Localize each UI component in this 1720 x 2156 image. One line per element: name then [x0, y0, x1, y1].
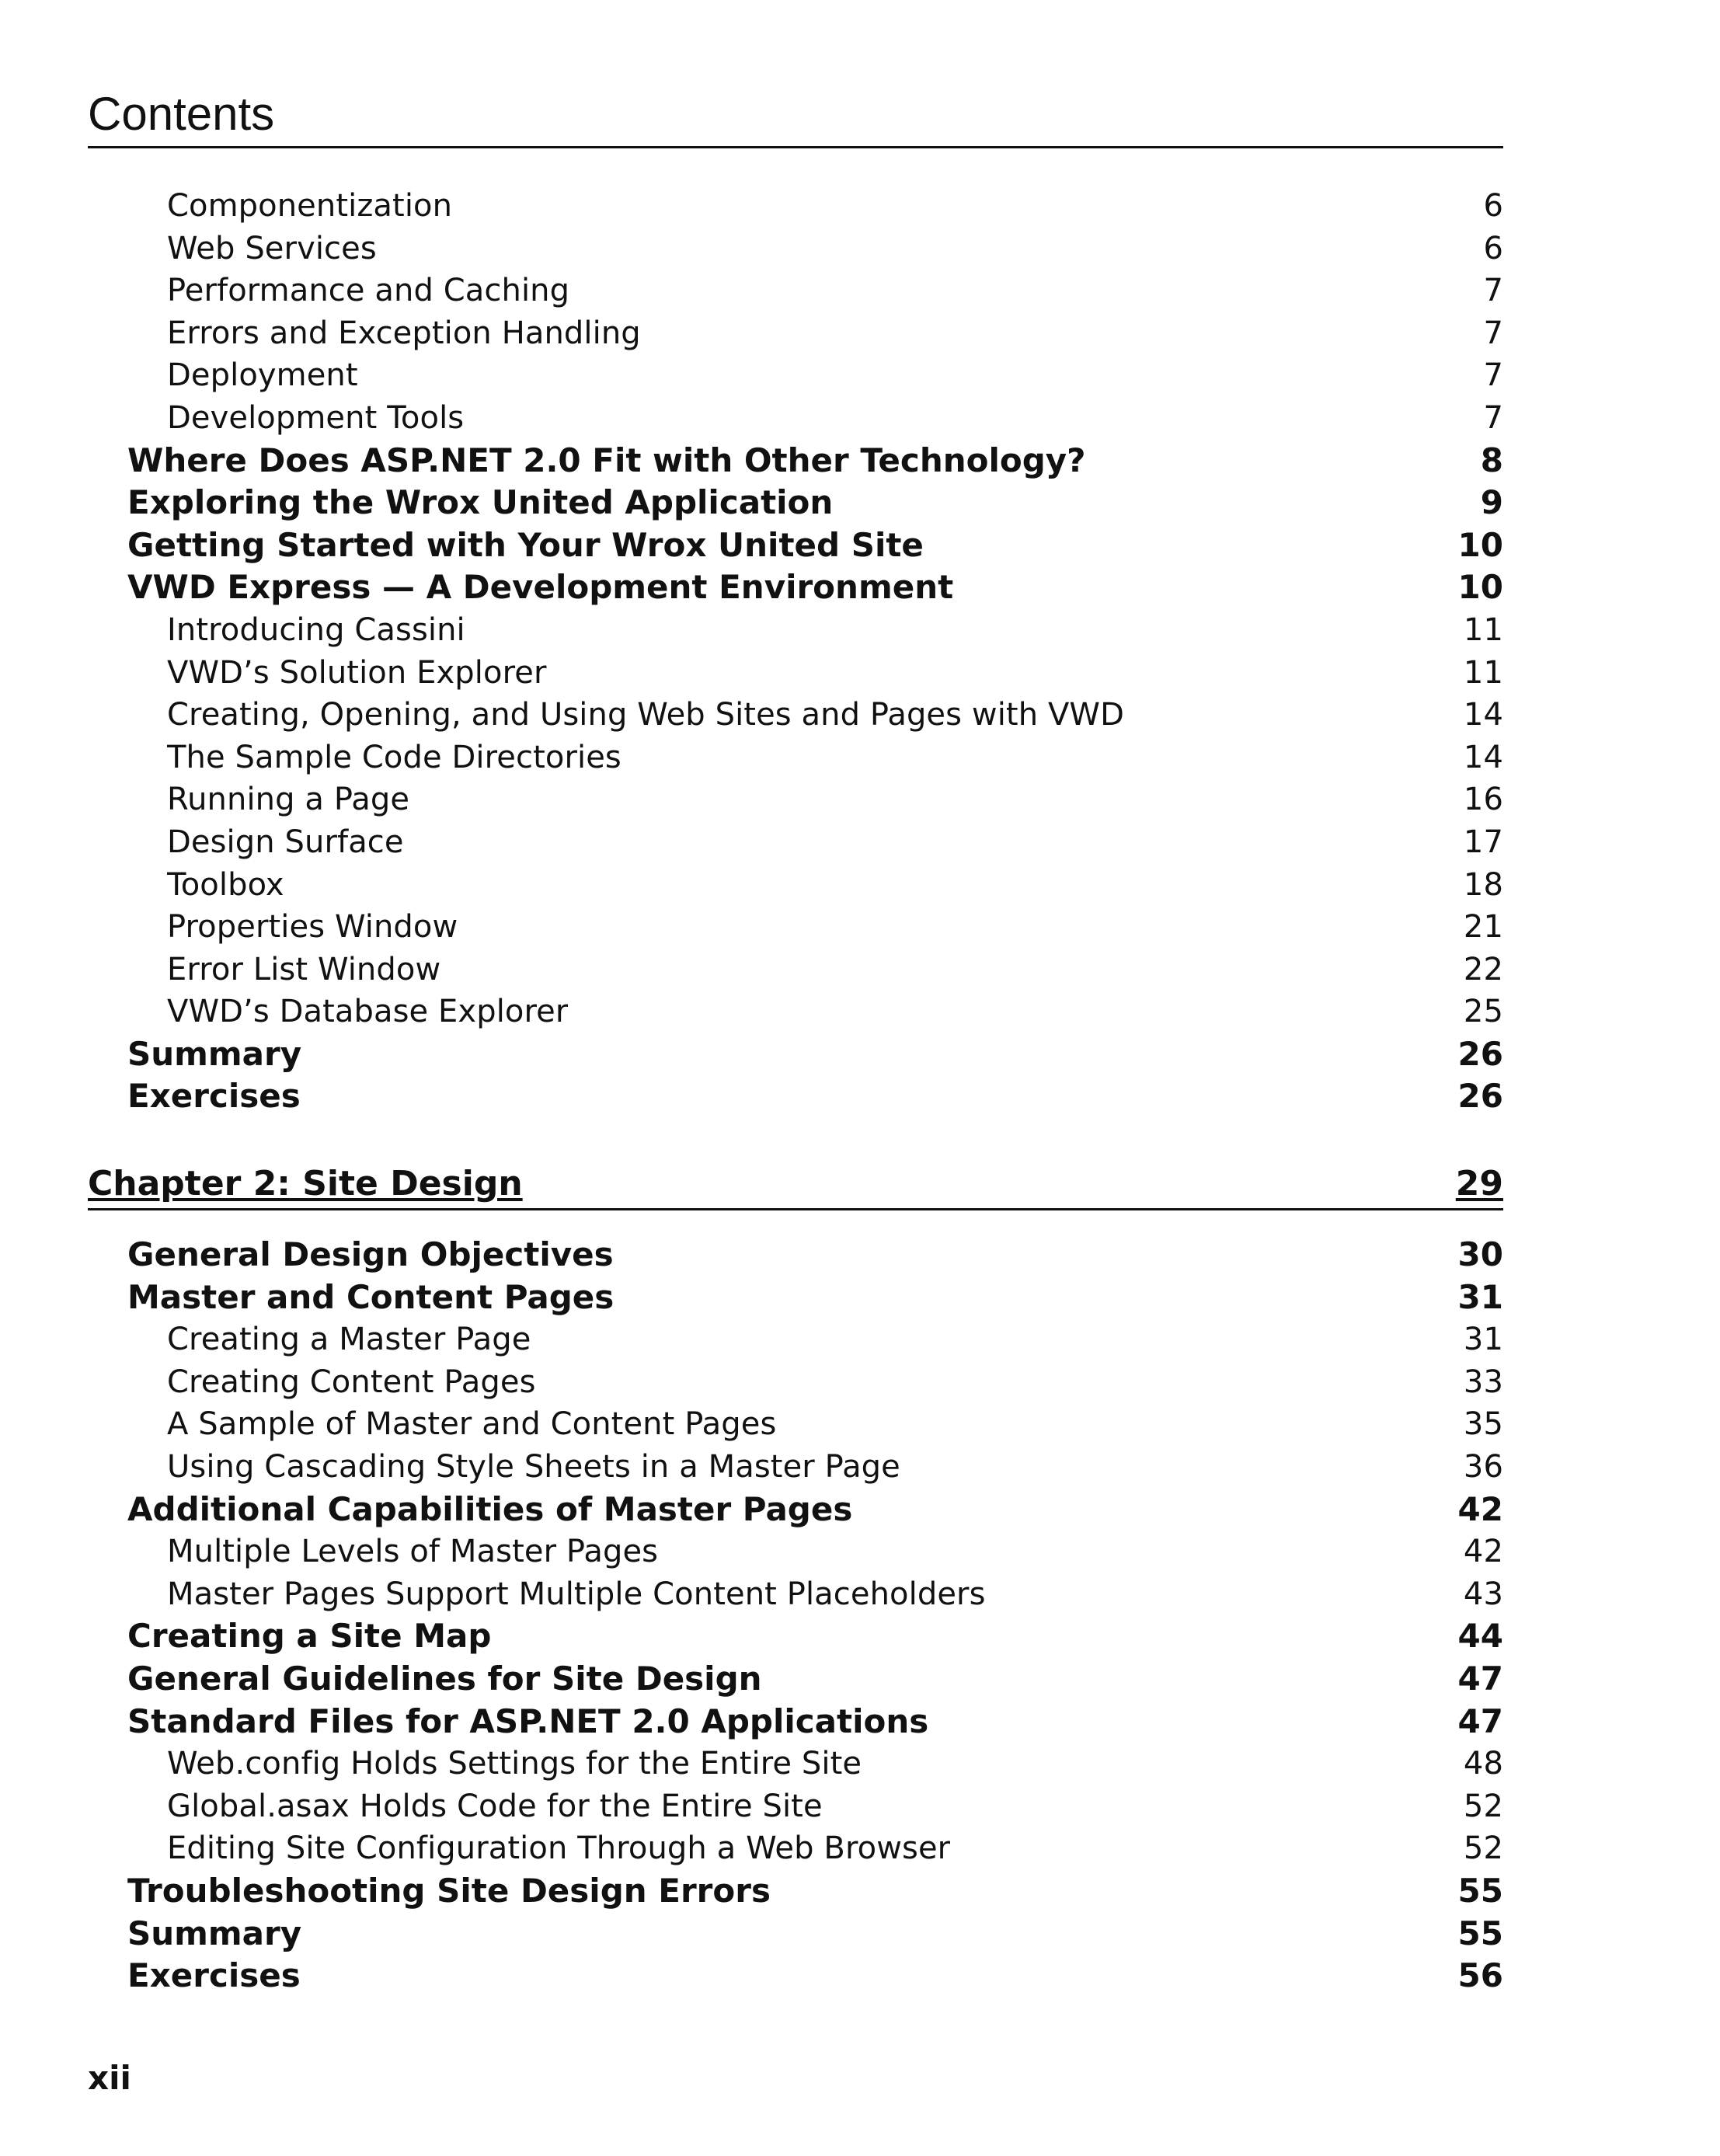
toc-entry-page-number: 43 — [1463, 1576, 1503, 1612]
toc-entry-title: Running a Page — [167, 782, 410, 818]
toc-entry-page-number: 18 — [1463, 866, 1503, 903]
toc-entry-title: Exploring the Wrox United Application — [127, 483, 834, 522]
toc-entry-subsection[interactable] — [88, 1531, 1503, 1573]
toc-entry-subsection[interactable] — [88, 1743, 1503, 1785]
toc-entry-page-number: 31 — [1463, 1322, 1503, 1358]
toc-entry-page-number: 30 — [1457, 1235, 1503, 1274]
toc-entry-section[interactable] — [88, 482, 1503, 524]
toc-entry-title: Exercises — [127, 1077, 301, 1116]
toc-entry-title: Web Services — [167, 230, 377, 266]
toc-entry-subsection[interactable] — [88, 1318, 1503, 1361]
folio-page-number: xii — [88, 2059, 131, 2097]
toc-entry-title: A Sample of Master and Content Pages — [167, 1406, 777, 1443]
toc-entry-page-number: 11 — [1463, 611, 1503, 648]
chapter-heading[interactable] — [88, 1162, 1503, 1210]
toc-entry-page-number: 7 — [1483, 357, 1503, 394]
toc-entry-title: The Sample Code Directories — [167, 739, 621, 775]
toc-entry-page-number: 55 — [1457, 1871, 1503, 1910]
toc-entry-page-number: 14 — [1463, 739, 1503, 775]
table-of-contents — [88, 185, 1503, 1998]
toc-entry-section[interactable] — [88, 566, 1503, 609]
toc-entry-page-number: 6 — [1483, 188, 1503, 224]
toc-entry-section[interactable] — [88, 1234, 1503, 1277]
toc-entry-subsection[interactable] — [88, 906, 1503, 949]
toc-entry-subsection[interactable] — [88, 949, 1503, 991]
toc-entry-title: Getting Started with Your Wrox United Site — [127, 525, 924, 564]
toc-entry-subsection[interactable] — [88, 1573, 1503, 1616]
toc-entry-title: Troubleshooting Site Design Errors — [127, 1871, 771, 1910]
toc-entry-page-number: 7 — [1483, 399, 1503, 436]
toc-entry-page-number: 7 — [1483, 315, 1503, 351]
toc-entry-page-number: 17 — [1463, 824, 1503, 860]
toc-entry-page-number: 26 — [1457, 1034, 1503, 1073]
toc-entry-title: Editing Site Configuration Through a Web Browser — [167, 1830, 951, 1867]
toc-entry-title: Introducing Cassini — [167, 611, 465, 648]
toc-entry-title: General Design Objectives — [127, 1235, 614, 1274]
toc-entry-subsection[interactable] — [88, 185, 1503, 228]
toc-entry-subsection[interactable] — [88, 991, 1503, 1033]
toc-entry-title: Web.config Holds Settings for the Entire Site — [167, 1746, 862, 1782]
toc-entry-page-number: 10 — [1457, 568, 1503, 607]
toc-entry-title: Properties Window — [167, 909, 458, 946]
toc-entry-subsection[interactable] — [88, 312, 1503, 355]
toc-entry-page-number: 6 — [1483, 230, 1503, 266]
toc-entry-subsection[interactable] — [88, 1361, 1503, 1404]
toc-entry-subsection[interactable] — [88, 354, 1503, 397]
toc-entry-subsection[interactable] — [88, 1827, 1503, 1870]
toc-entry-page-number: 26 — [1457, 1077, 1503, 1116]
toc-entry-title: VWD’s Database Explorer — [167, 994, 569, 1030]
toc-entry-page-number: 7 — [1483, 273, 1503, 309]
toc-entry-subsection[interactable] — [88, 821, 1503, 864]
toc-entry-title: Master Pages Support Multiple Content Placeholders — [167, 1576, 986, 1612]
toc-entry-title: Componentization — [167, 188, 453, 224]
toc-entry-section[interactable] — [88, 1658, 1503, 1701]
toc-entry-subsection[interactable] — [88, 737, 1503, 779]
toc-entry-page-number: 35 — [1463, 1406, 1503, 1443]
toc-entry-title: Performance and Caching — [167, 273, 570, 309]
toc-entry-title: Master and Content Pages — [127, 1277, 615, 1316]
toc-entry-title: Global.asax Holds Code for the Entire Site — [167, 1788, 823, 1824]
chapter-page-number: 29 — [1455, 1164, 1503, 1204]
toc-entry-page-number: 10 — [1457, 525, 1503, 564]
toc-entry-page-number: 14 — [1463, 697, 1503, 733]
toc-entry-subsection[interactable] — [88, 694, 1503, 737]
toc-entry-title: Deployment — [167, 357, 358, 394]
toc-entry-subsection[interactable] — [88, 609, 1503, 652]
toc-entry-title: Errors and Exception Handling — [167, 315, 641, 351]
toc-entry-section[interactable] — [88, 1913, 1503, 1956]
toc-entry-section[interactable] — [88, 1701, 1503, 1743]
toc-entry-title: Creating, Opening, and Using Web Sites and Pages with VWD — [167, 697, 1124, 733]
toc-section-chapter-2 — [88, 1234, 1503, 1998]
toc-entry-page-number: 33 — [1463, 1364, 1503, 1400]
toc-entry-subsection[interactable] — [88, 864, 1503, 907]
toc-entry-title: Creating Content Pages — [167, 1364, 536, 1400]
toc-entry-page-number: 48 — [1463, 1746, 1503, 1782]
toc-entry-title: Summary — [127, 1914, 302, 1952]
toc-entry-subsection[interactable] — [88, 1446, 1503, 1489]
toc-entry-page-number: 31 — [1457, 1277, 1503, 1316]
toc-entry-title: Using Cascading Style Sheets in a Master Page — [167, 1449, 900, 1486]
toc-entry-title: Development Tools — [167, 399, 465, 436]
toc-section-chapter-1 — [88, 185, 1503, 1118]
toc-entry-page-number: 22 — [1463, 951, 1503, 987]
toc-entry-section[interactable] — [88, 1075, 1503, 1118]
toc-entry-page-number: 52 — [1463, 1830, 1503, 1867]
page-title: Contents — [88, 85, 1503, 148]
toc-entry-page-number: 21 — [1463, 909, 1503, 946]
toc-entry-subsection[interactable] — [88, 778, 1503, 821]
toc-entry-title: Where Does ASP.NET 2.0 Fit with Other Technology? — [127, 441, 1086, 479]
toc-entry-subsection[interactable] — [88, 1785, 1503, 1828]
toc-entry-page-number: 56 — [1457, 1956, 1503, 1995]
toc-entry-page-number: 9 — [1480, 483, 1503, 522]
toc-entry-section[interactable] — [88, 1870, 1503, 1913]
toc-entry-title: Standard Files for ASP.NET 2.0 Applications — [127, 1701, 929, 1740]
toc-entry-title: Creating a Master Page — [167, 1322, 531, 1358]
toc-entry-page-number: 42 — [1463, 1534, 1503, 1570]
toc-entry-subsection[interactable] — [88, 1403, 1503, 1446]
toc-entry-subsection[interactable] — [88, 652, 1503, 695]
toc-entry-subsection[interactable] — [88, 228, 1503, 270]
toc-entry-page-number: 25 — [1463, 994, 1503, 1030]
toc-entry-page-number: 47 — [1457, 1701, 1503, 1740]
toc-entry-page-number: 47 — [1457, 1660, 1503, 1698]
toc-entry-title: Toolbox — [167, 866, 284, 903]
toc-entry-section[interactable] — [88, 1033, 1503, 1076]
toc-entry-page-number: 44 — [1457, 1617, 1503, 1656]
toc-entry-title: Exercises — [127, 1956, 301, 1995]
toc-entry-page-number: 42 — [1457, 1489, 1503, 1528]
toc-entry-title: Additional Capabilities of Master Pages — [127, 1489, 853, 1528]
toc-entry-section[interactable] — [88, 1955, 1503, 1998]
chapter-title: Chapter 2: Site Design — [88, 1164, 523, 1204]
toc-entry-title: Error List Window — [167, 951, 441, 987]
toc-entry-title: VWD Express — A Development Environment — [127, 568, 954, 607]
toc-entry-title: Summary — [127, 1034, 302, 1073]
toc-entry-page-number: 52 — [1463, 1788, 1503, 1824]
toc-entry-section[interactable] — [88, 524, 1503, 567]
toc-entry-title: General Guidelines for Site Design — [127, 1660, 762, 1698]
toc-entry-page-number: 16 — [1463, 782, 1503, 818]
toc-entry-section[interactable] — [88, 1489, 1503, 1531]
toc-entry-page-number: 36 — [1463, 1449, 1503, 1486]
toc-entry-subsection[interactable] — [88, 270, 1503, 312]
toc-entry-section[interactable] — [88, 1615, 1503, 1658]
toc-entry-title: VWD’s Solution Explorer — [167, 654, 547, 691]
toc-entry-section[interactable] — [88, 440, 1503, 482]
toc-entry-section[interactable] — [88, 1277, 1503, 1319]
toc-entry-title: Creating a Site Map — [127, 1617, 492, 1656]
toc-entry-title: Design Surface — [167, 824, 404, 860]
toc-entry-subsection[interactable] — [88, 397, 1503, 440]
toc-entry-page-number: 8 — [1480, 441, 1503, 479]
toc-entry-page-number: 11 — [1463, 654, 1503, 691]
toc-entry-title: Multiple Levels of Master Pages — [167, 1534, 659, 1570]
toc-entry-page-number: 55 — [1457, 1914, 1503, 1952]
